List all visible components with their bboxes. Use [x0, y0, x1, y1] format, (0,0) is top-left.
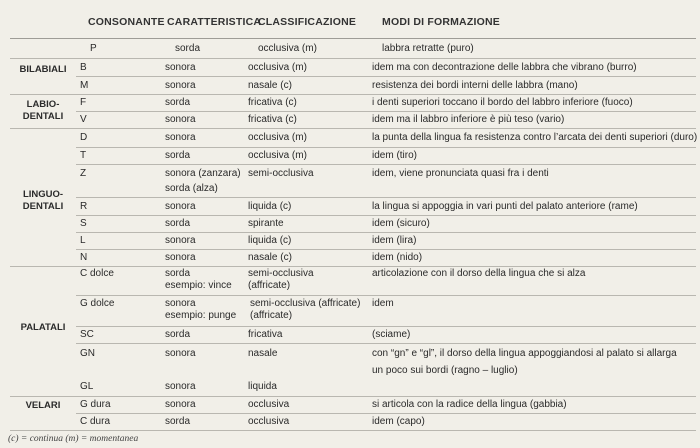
table-cell: sorda [165, 268, 191, 279]
group-divider [10, 94, 76, 95]
table-cell: sorda [165, 218, 191, 229]
table-row [76, 77, 696, 95]
table-cell: sorda [165, 150, 191, 161]
table-cell: esempio: vince [165, 280, 232, 291]
header-classificazione: CLASSIFICAZIONE [258, 16, 357, 28]
table-cell: Z [80, 168, 87, 179]
table-cell: idem, viene pronunciata quasi fra i denti [372, 168, 549, 179]
table-cell: B [80, 62, 87, 73]
table-cell: semi-occlusiva [248, 268, 314, 279]
table-cell: sonora [165, 114, 196, 125]
table-row [76, 327, 696, 344]
table-cell: nasale [248, 348, 278, 359]
table-cell: fricativa [248, 329, 283, 340]
table-cell: labbra retratte (puro) [382, 43, 474, 54]
table-cell: resistenza dei bordi interni delle labbra (mano) [372, 80, 578, 91]
table-cell: occlusiva (m) [248, 150, 307, 161]
table-row [76, 267, 696, 296]
table-cell: idem (lira) [372, 235, 417, 246]
table-cell: fricativa (c) [248, 97, 297, 108]
table-cell: GN [80, 348, 95, 359]
group-label: PALATALI [20, 322, 66, 333]
group-label: DENTALI [22, 111, 64, 122]
table-cell: (affricate) [248, 280, 291, 291]
group-palatali [10, 322, 76, 334]
table-cell: idem ma con decontrazione delle labbra che vibrano (burro) [372, 62, 637, 73]
group-labiodentali [10, 99, 76, 123]
table-cell: sonora [165, 298, 196, 309]
table-row [76, 95, 696, 112]
table-cell: idem (sicuro) [372, 218, 430, 229]
table-cell: sonora [165, 252, 196, 263]
table-row [76, 112, 696, 129]
table-cell: semi-occlusiva [248, 168, 314, 179]
table-cell: idem (nido) [372, 252, 423, 263]
table-row [76, 59, 696, 77]
table-row [76, 296, 696, 327]
table-cell: liquida (c) [248, 235, 292, 246]
table-row [76, 148, 696, 165]
table-cell: idem ma il labbro inferiore è più teso (vario) [372, 114, 565, 125]
group-label: LABIO- [26, 99, 60, 110]
table-cell: (sciame) [372, 329, 411, 340]
table-row [76, 198, 696, 216]
table-cell: occlusiva [248, 399, 290, 410]
table-cell: sonora [165, 348, 196, 359]
table-cell: L [80, 235, 86, 246]
group-divider [10, 128, 76, 129]
table-cell: C dolce [80, 268, 114, 279]
table-cell: semi-occlusiva (affricate) [250, 298, 361, 309]
table-cell: sonora [165, 235, 196, 246]
table-cell: la punta della lingua fa resistenza contro l’arcata dei denti superiori (duro) [372, 132, 698, 143]
table-cell: V [80, 114, 87, 125]
table-cell: sonora [165, 399, 196, 410]
table-cell: G dolce [80, 298, 115, 309]
group-divider [10, 266, 76, 267]
group-divider [10, 396, 76, 397]
table-cell: (affricate) [250, 310, 293, 321]
table-cell: la lingua si appoggia in vari punti del palato anteriore (rame) [372, 201, 638, 212]
group-label: VELARI [25, 400, 61, 411]
table-cell: nasale (c) [248, 252, 292, 263]
table-cell: sorda [165, 97, 191, 108]
header-caratteristica: CARATTERISTICA [167, 16, 262, 28]
table-row [10, 414, 696, 431]
table-cell: GL [80, 381, 94, 392]
table-cell: occlusiva (m) [248, 132, 307, 143]
table-cell: idem (tiro) [372, 150, 418, 161]
table-cell: con “gn” e “gl”, il dorso della lingua appoggiandosi al palato si allarga [372, 348, 677, 359]
group-linguodentali [10, 189, 76, 213]
table-row [76, 216, 696, 233]
footnote: (c) = continua (m) = momentanea [8, 434, 139, 444]
table-row [76, 233, 696, 250]
table-cell: un poco sui bordi (ragno – luglio) [372, 365, 518, 376]
table-cell: sonora [165, 80, 196, 91]
group-label: BILABIALI [19, 64, 67, 75]
table-cell: G dura [80, 399, 111, 410]
table-cell: occlusiva (m) [248, 62, 307, 73]
table-cell: sonora [165, 201, 196, 212]
table-cell: esempio: punge [165, 310, 237, 321]
header-consonante: CONSONANTE [88, 16, 165, 28]
table-row [76, 344, 696, 397]
table-cell: idem [372, 298, 394, 309]
header-modi: MODI DI FORMAZIONE [382, 16, 500, 28]
table-cell: occlusiva (m) [258, 43, 317, 54]
table-row [10, 39, 696, 59]
table-cell: sorda [175, 43, 201, 54]
table-cell: S [80, 218, 87, 229]
group-label: DENTALI [22, 201, 64, 212]
table-cell: sorda [165, 329, 191, 340]
table-header [10, 0, 696, 39]
table-cell: F [80, 97, 87, 108]
table-cell: si articola con la radice della lingua (gabbia) [372, 399, 567, 410]
table-cell: sorda (alza) [165, 183, 218, 194]
group-label: LINGUO- [22, 189, 64, 200]
table-cell: nasale (c) [248, 80, 292, 91]
table-cell: liquida [248, 381, 277, 392]
table-row [76, 129, 696, 148]
table-cell: SC [80, 329, 94, 340]
table-cell: R [80, 201, 88, 212]
table-cell: occlusiva [248, 416, 290, 427]
group-bilabiali [10, 64, 76, 76]
table-cell: P [90, 43, 97, 54]
table-cell: sorda [165, 416, 191, 427]
table-cell: liquida (c) [248, 201, 292, 212]
table-cell: sonora [165, 381, 196, 392]
table-cell: D [80, 132, 88, 143]
table-cell: i denti superiori toccano il bordo del labbro inferiore (fuoco) [372, 97, 633, 108]
table-row [76, 397, 696, 414]
table-cell: C dura [80, 416, 111, 427]
table-row [76, 250, 696, 267]
table-cell: T [80, 150, 87, 161]
table-cell: spirante [248, 218, 284, 229]
table-cell: idem (capo) [372, 416, 425, 427]
table-cell: M [80, 80, 89, 91]
table-cell: articolazione con il dorso della lingua che si alza [372, 268, 586, 279]
table-cell: sonora [165, 62, 196, 73]
table-row [76, 165, 696, 198]
table-cell: fricativa (c) [248, 114, 297, 125]
table-cell: sonora (zanzara) [165, 168, 241, 179]
table-cell: N [80, 252, 88, 263]
group-velari [10, 400, 76, 412]
table-cell: sonora [165, 132, 196, 143]
